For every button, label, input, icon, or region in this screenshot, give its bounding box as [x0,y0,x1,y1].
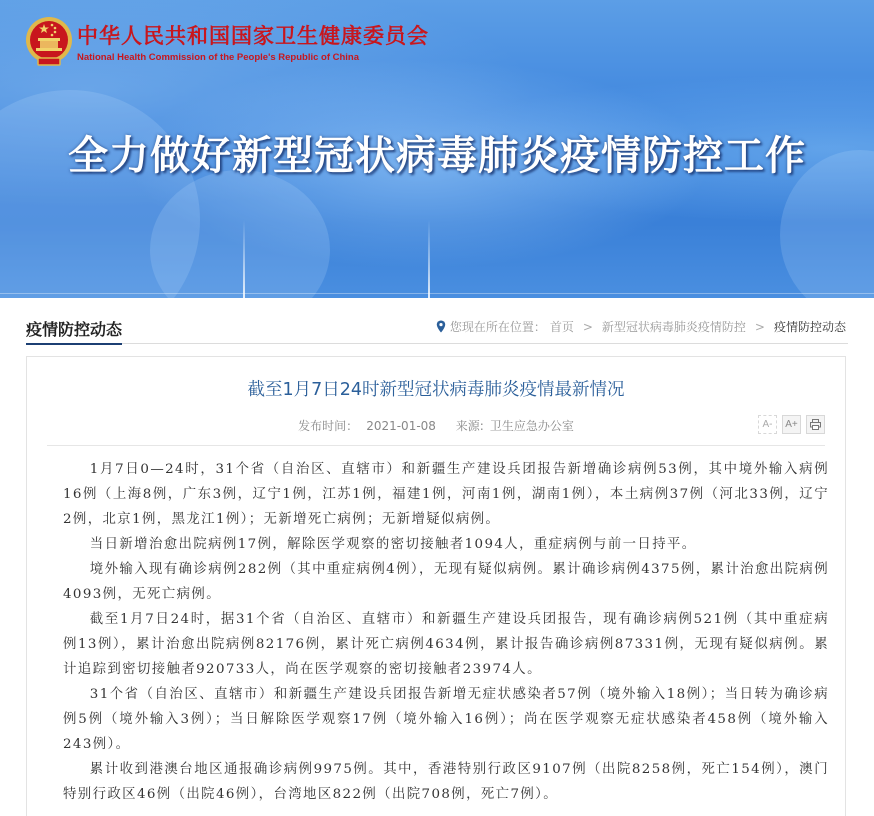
breadcrumb [436,318,846,335]
breadcrumb-separator: > [582,319,593,334]
breadcrumb-covid-link[interactable]: 新型冠状病毒肺炎疫情防控 [601,320,746,334]
article-paragraph: 截至1月7日24时，据31个省（自治区、直辖市）和新疆生产建设兵团报告，现有确诊病例521例（其中重症病例13例），累计治愈出院病例82176例，累计死亡病例4634例，累计报告确诊病例87331例，无现有疑似病例。累计追踪到密切接触者920733人，尚在医学观察的密切接触者23974人。 [63,612,829,677]
banner-slogan: 全力做好新型冠状病毒肺炎疫情防控工作 [68,133,806,179]
print-icon [810,419,821,430]
publish-date: 2021-01-08 [366,419,436,433]
font-smaller-button[interactable]: A- [758,415,777,434]
article-tools [758,415,825,434]
article-title: 截至1月7日24时新型冠状病毒肺炎疫情最新情况 [247,380,625,400]
section-header [26,312,848,344]
article-meta [27,417,845,434]
banner-heartbeat-line [243,220,245,298]
site-banner [0,0,874,298]
banner-baseline [0,293,874,294]
source-value: 卫生应急办公室 [489,419,574,433]
banner-heartbeat-line [428,220,430,298]
article-paragraph: 累计收到港澳台地区通报确诊病例9975例。其中，香港特别行政区9107例（出院8258例，死亡154例），澳门特别行政区46例（出院46例），台湾地区822例（出院708例，死亡7例）。 [63,762,829,802]
section-title: 疫情防控动态 [26,317,122,345]
publish-label: 发布时间： [298,419,359,433]
print-button[interactable] [806,415,825,434]
font-larger-button[interactable]: A+ [782,415,801,434]
article-paragraph: 31个省（自治区、直辖市）和新疆生产建设兵团报告新增无症状感染者57例（境外输入18例）；当日转为确诊病例5例（境外输入3例）；当日解除医学观察17例（境外输入16例）；尚在医学观察无症状感染者458例（境外输入243例）。 [63,687,829,752]
national-emblem-icon[interactable] [24,14,74,70]
meta-divider [47,445,825,446]
source-label: 来源: [455,419,484,433]
location-pin-icon [436,320,446,333]
article-paragraph: 境外输入现有确诊病例282例（其中重症病例4例），无现有疑似病例。累计确诊病例4375例，累计治愈出院病例4093例，无死亡病例。 [63,562,829,602]
article-paragraph: 当日新增治愈出院病例17例，解除医学观察的密切接触者1094人，重症病例与前一日持平。 [89,537,697,552]
article-card [26,356,846,816]
org-name-cn[interactable]: 中华人民共和国国家卫生健康委员会 [77,24,429,48]
breadcrumb-prefix: 您现在所在位置： [449,320,546,334]
article-body [63,457,829,807]
breadcrumb-current-link[interactable]: 疫情防控动态 [773,320,846,334]
breadcrumb-home-link[interactable]: 首页 [549,320,574,334]
org-name-en[interactable]: National Health Commission of the People's Republic of China [77,52,360,63]
breadcrumb-separator: > [754,319,765,334]
article-paragraph: 1月7日0—24时，31个省（自治区、直辖市）和新疆生产建设兵团报告新增确诊病例53例，其中境外输入病例16例（上海8例，广东3例，辽宁1例，江苏1例，福建1例，河南1例，湖南1例），本土病例37例（河北33例，辽宁2例，北京1例，黑龙江1例）；无新增死亡病例；无新增疑似病例。 [63,462,829,527]
